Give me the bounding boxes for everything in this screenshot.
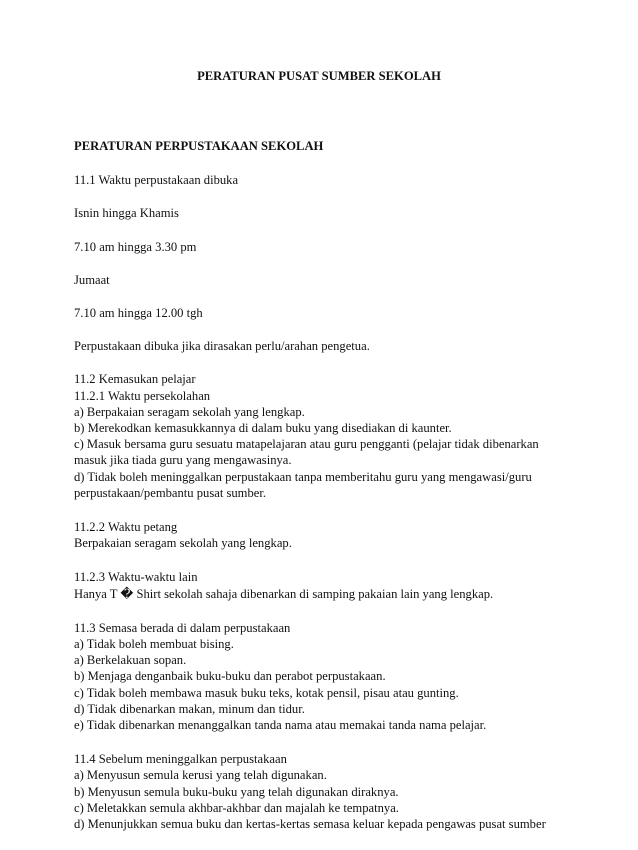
text-line: Berpakaian seragam sekolah yang lengkap.	[74, 536, 292, 551]
paragraph-day-fri: Jumaat	[74, 272, 110, 287]
paragraph-opening-hours: 11.1 Waktu perpustakaan dibuka	[74, 173, 239, 188]
section-11-2-3	[74, 569, 574, 601]
document-title: PERATURAN PUSAT SUMBER SEKOLAH	[197, 69, 441, 83]
text-line: Hanya T � Shirt sekolah sahaja dibenarkan di samping pakaian lain yang lengkap.	[74, 586, 494, 601]
text-line: c) Masuk bersama guru sesuatu matapelajaran atau guru pengganti (pelajar tidak dibenarkan	[74, 437, 539, 452]
text-line: a) Berpakaian seragam sekolah yang lengkap.	[74, 404, 305, 419]
text-line: perpustakaan/pembantu pusat sumber.	[74, 485, 267, 500]
text-line: 11.3 Semasa berada di dalam perpustakaan	[74, 620, 291, 635]
section-heading: PERATURAN PERPUSTAKAAN SEKOLAH	[74, 139, 324, 153]
text-line: e) Tidak dibenarkan menanggalkan tanda nama atau memakai tanda nama pelajar.	[74, 718, 487, 733]
text-line: a) Menyusun semula kerusi yang telah digunakan.	[74, 768, 327, 783]
section-11-3	[74, 620, 574, 733]
paragraph-hours-mon-thu: 7.10 am hingga 3.30 pm	[74, 239, 197, 254]
section-11-2-2	[74, 519, 574, 551]
text-line: c) Meletakkan semula akhbar-akhbar dan majalah ke tempatnya.	[74, 800, 399, 815]
text-line: b) Menyusun semula buku-buku yang telah digunakan diraknya.	[74, 784, 399, 799]
text-line: masuk jika tiada guru yang mengawasinya.	[74, 453, 292, 468]
text-line: d) Menunjukkan semua buku dan kertas-kertas semasa keluar kepada pengawas pusat sumber	[74, 817, 546, 832]
paragraph-note: Perpustakaan dibuka jika dirasakan perlu/arahan pengetua.	[74, 339, 370, 354]
text-line: 11.2 Kemasukan pelajar	[74, 372, 196, 387]
text-line: 11.2.3 Waktu-waktu lain	[74, 570, 198, 585]
paragraph-days-mon-thu: Isnin hingga Khamis	[74, 206, 179, 221]
text-line: b) Merekodkan kemasukkannya di dalam buku yang disediakan di kaunter.	[74, 421, 452, 436]
text-line: 11.4 Sebelum meninggalkan perpustakaan	[74, 752, 287, 767]
text-line: 11.2.2 Waktu petang	[74, 520, 178, 535]
text-line: d) Tidak boleh meninggalkan perpustakaan tanpa memberitahu guru yang mengawasi/guru	[74, 469, 532, 484]
section-11-4	[74, 751, 574, 832]
text-line: 11.2.1 Waktu persekolahan	[74, 388, 211, 403]
document-body	[74, 138, 574, 850]
text-line: d) Tidak dibenarkan makan, minum dan tidur.	[74, 701, 305, 716]
text-line: a) Tidak boleh membuat bising.	[74, 637, 234, 652]
text-line: b) Menjaga denganbaik buku-buku dan perabot perpustakaan.	[74, 669, 386, 684]
text-line: a) Berkelakuan sopan.	[74, 653, 187, 668]
section-11-2	[74, 371, 574, 501]
paragraph-hours-fri: 7.10 am hingga 12.00 tgh	[74, 306, 203, 321]
text-line: c) Tidak boleh membawa masuk buku teks, kotak pensil, pisau atau gunting.	[74, 685, 459, 700]
